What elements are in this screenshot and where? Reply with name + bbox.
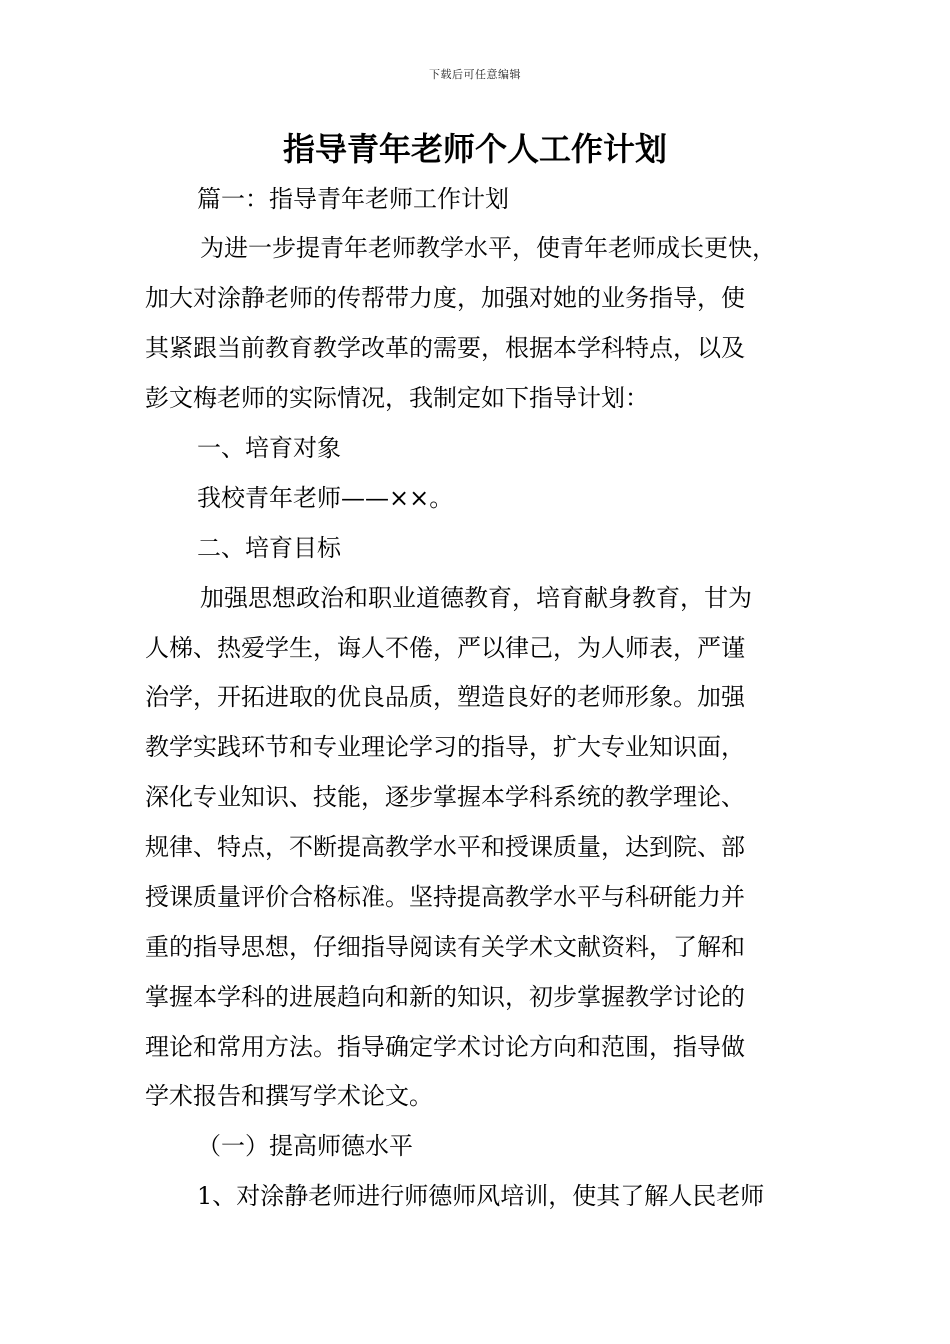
paragraph-line: 教学实践环节和专业理论学习的指导，扩大专业知识面， [145,733,745,761]
paragraph-line: 授课质量评价合格标准。坚持提高教学水平与科研能力并 [145,883,745,911]
heading-training-goal: 二、培育目标 [197,534,341,562]
document-title: 指导青年老师个人工作计划 [282,130,667,168]
paragraph-line: 加大对涂静老师的传帮带力度，加强对她的业务指导，使 [145,284,745,312]
paragraph-line: 治学，开拓进取的优良品质，塑造良好的老师形象。加强 [145,683,745,711]
paragraph-line: 我校青年老师——××。 [197,484,454,512]
paragraph-line: 加强思想政治和职业道德教育，培育献身教育，甘为 [200,584,752,612]
paragraph-line: 深化专业知识、技能，逐步掌握本学科系统的教学理论、 [145,783,745,811]
paragraph-line: 规律、特点，不断提高教学水平和授课质量，达到院、部 [145,833,745,861]
paragraph-line: 1、对涂静老师进行师德师风培训，使其了解人民老师 [197,1182,765,1210]
paragraph-line: 学术报告和撰写学术论文。 [145,1082,433,1110]
heading-training-target: 一、培育对象 [197,434,341,462]
paragraph-line: 理论和常用方法。指导确定学术讨论方向和范围，指导做 [145,1033,745,1061]
paragraph-line: 其紧跟当前教育教学改革的需要，根据本学科特点，以及 [145,334,745,362]
paragraph-line: 人梯、热爱学生，诲人不倦，严以律己，为人师表，严谨 [145,634,745,662]
paragraph-line: 彭文梅老师的实际情况，我制定如下指导计划： [145,384,649,412]
paragraph-line: 重的指导思想，仔细指导阅读有关学术文献资料，了解和 [145,933,745,961]
paragraph-line: 为进一步提青年老师教学水平，使青年老师成长更快， [200,234,776,262]
header-note: 下载后可任意编辑 [429,68,521,81]
subheading-ethics: （一）提高师德水平 [197,1132,413,1160]
section-heading-part-one: 篇一：指导青年老师工作计划 [197,185,509,213]
paragraph-line: 掌握本学科的进展趋向和新的知识，初步掌握教学讨论的 [145,983,745,1011]
